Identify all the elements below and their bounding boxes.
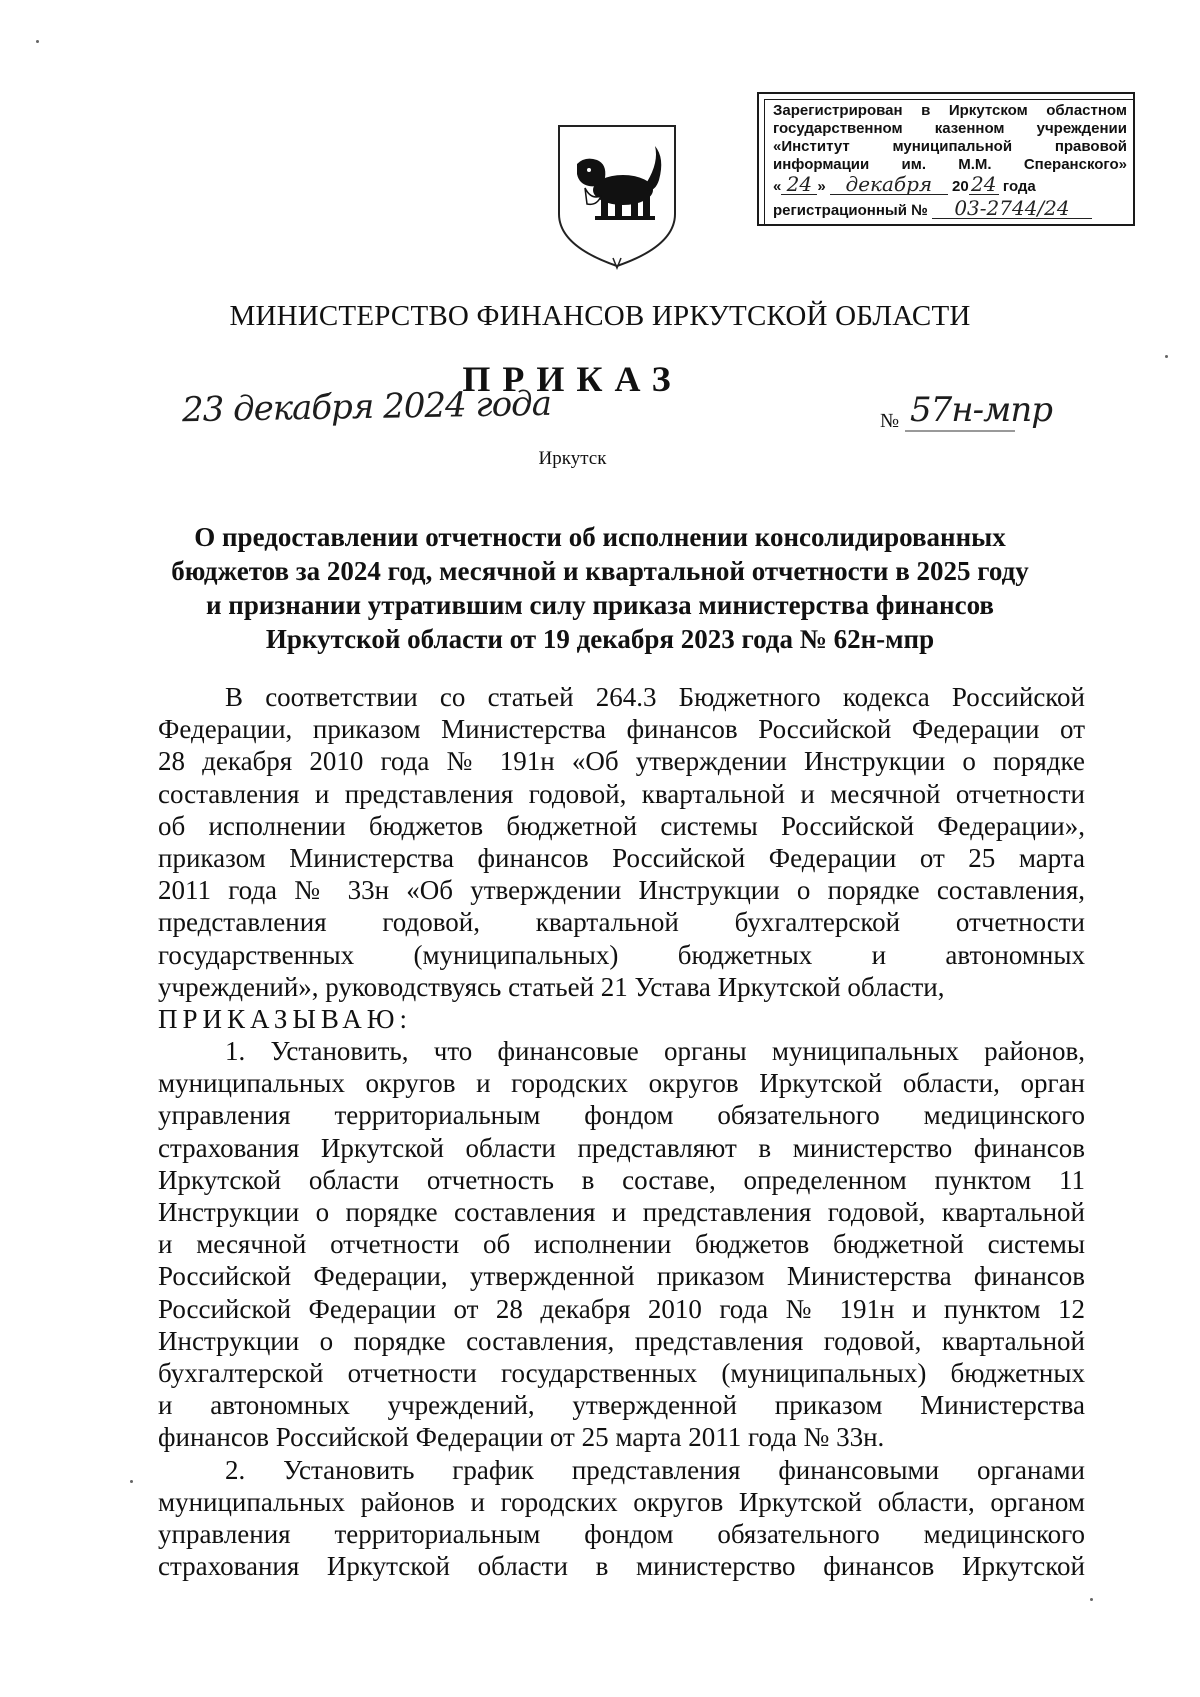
stamp-line: «Институт муниципальной правовой xyxy=(773,138,1127,155)
body-line: управления территориальным фондом обязательного медицинского xyxy=(158,1100,1085,1131)
city: Иркутск xyxy=(538,448,607,469)
body-line: 2011 года № 33н «Об утверждении Инструкции о порядке составления, xyxy=(158,875,1085,906)
stamp-year-suffix: 24 xyxy=(969,174,999,195)
body-line: 1. Установить, что финансовые органы муниципальных районов, xyxy=(225,1036,1085,1067)
stamp-date-row: « 24 » декабря 20 24 года xyxy=(773,172,1036,196)
body-line: Российской Федерации, утвержденной приказом Министерства финансов xyxy=(158,1261,1085,1292)
number-underline xyxy=(905,428,1015,434)
body-line: страхования Иркутской области в министерство финансов Иркутской xyxy=(158,1551,1085,1582)
stamp-date-day: 24 xyxy=(781,174,817,195)
number-label: № xyxy=(880,410,900,432)
heading-line: О предоставлении отчетности об исполнении консолидированных xyxy=(194,522,1006,552)
stamp-line: информации им. М.М. Сперанского» xyxy=(773,156,1127,173)
body-line: представления годовой, квартальной бухгалтерской отчетности xyxy=(158,907,1085,938)
body-line: 28 декабря 2010 года № 191н «Об утверждении Инструкции о порядке xyxy=(158,746,1085,777)
body-line: об исполнении бюджетов бюджетной системы Российской Федерации», xyxy=(158,810,1085,841)
coat-of-arms-icon xyxy=(555,122,679,270)
body-line: муниципальных районов и городских округов Иркутской области, органом xyxy=(158,1486,1085,1517)
scan-speck xyxy=(1165,355,1168,358)
document-heading xyxy=(150,520,1050,656)
body-line: и месячной отчетности об исполнении бюджетов бюджетной системы xyxy=(158,1229,1085,1260)
body-line: финансов Российской Федерации от 25 марта 2011 года № 33н. xyxy=(158,1422,885,1453)
body-line: управления территориальным фондом обязательного медицинского xyxy=(158,1518,1085,1549)
body-line: 2. Установить график представления финансовыми органами xyxy=(225,1454,1085,1485)
body-line: государственных (муниципальных) бюджетных и автономных xyxy=(158,939,1085,970)
body-line: муниципальных округов и городских округов Иркутской области, орган xyxy=(158,1068,1085,1099)
heading-line: бюджетов за 2024 год, месячной и квартальной отчетности в 2025 году xyxy=(171,556,1029,586)
scan-speck xyxy=(1090,1598,1093,1601)
stamp-reg-number: 03-2744/24 xyxy=(932,198,1092,219)
body-line: бухгалтерской отчетности государственных (муниципальных) бюджетных xyxy=(158,1357,1085,1388)
heading-line: Иркутской области от 19 декабря 2023 года № 62н-мпр xyxy=(265,624,935,654)
stamp-year-word: года xyxy=(1002,178,1036,195)
body-line: составления и представления годовой, квартальной и месячной отчетности xyxy=(158,778,1085,809)
order-number-handwritten: 57н-мпр xyxy=(910,390,1052,430)
body-line: Российской Федерации от 28 декабря 2010 года № 191н и пунктом 12 xyxy=(158,1293,1085,1324)
body-line: Инструкции о порядке составления и представления годовой, квартальной xyxy=(158,1197,1085,1227)
ministry-name: МИНИСТЕРСТВО ФИНАНСОВ ИРКУТСКОЙ ОБЛАСТИ xyxy=(229,300,971,332)
body-line: и автономных учреждений, утвержденной приказом Министерства xyxy=(158,1390,1085,1421)
order-date-handwritten: 23 декабря 2024 года xyxy=(181,383,552,431)
body-line: В соответствии со статьей 264.3 Бюджетного кодекса Российской xyxy=(225,682,1085,712)
stamp-year-prefix: 20 xyxy=(952,178,969,195)
document-body xyxy=(158,681,1085,1582)
stamp-reg-row xyxy=(773,198,1092,220)
body-line: Федерации, приказом Министерства финансов Российской Федерации от xyxy=(158,714,1085,745)
stamp-date-month: декабря xyxy=(830,174,948,195)
body-line: приказом Министерства финансов Российской Федерации от 25 марта xyxy=(158,842,1085,873)
registration-stamp xyxy=(757,92,1135,226)
stamp-line: государственном казенном учреждении xyxy=(773,120,1127,137)
body-line: ПРИКАЗЫВАЮ: xyxy=(158,1003,412,1034)
stamp-line: Зарегистрирован в Иркутском областном xyxy=(773,102,1127,119)
body-line: Инструкции о порядке составления, представления годовой, квартальной xyxy=(158,1325,1085,1356)
body-line: страхования Иркутской области представляют в министерство финансов xyxy=(158,1132,1085,1163)
scan-speck xyxy=(130,1480,133,1483)
order-title: ПРИКАЗ xyxy=(462,359,683,399)
stamp-reg-label: регистрационный № xyxy=(773,202,928,219)
body-line: учреждений», руководствуясь статьей 21 Устава Иркутской области, xyxy=(158,971,945,1002)
heading-line: и признании утратившим силу приказа министерства финансов xyxy=(205,590,994,620)
scan-speck xyxy=(36,40,39,43)
body-line: Иркутской области отчетность в составе, определенном пунктом 11 xyxy=(158,1164,1085,1195)
